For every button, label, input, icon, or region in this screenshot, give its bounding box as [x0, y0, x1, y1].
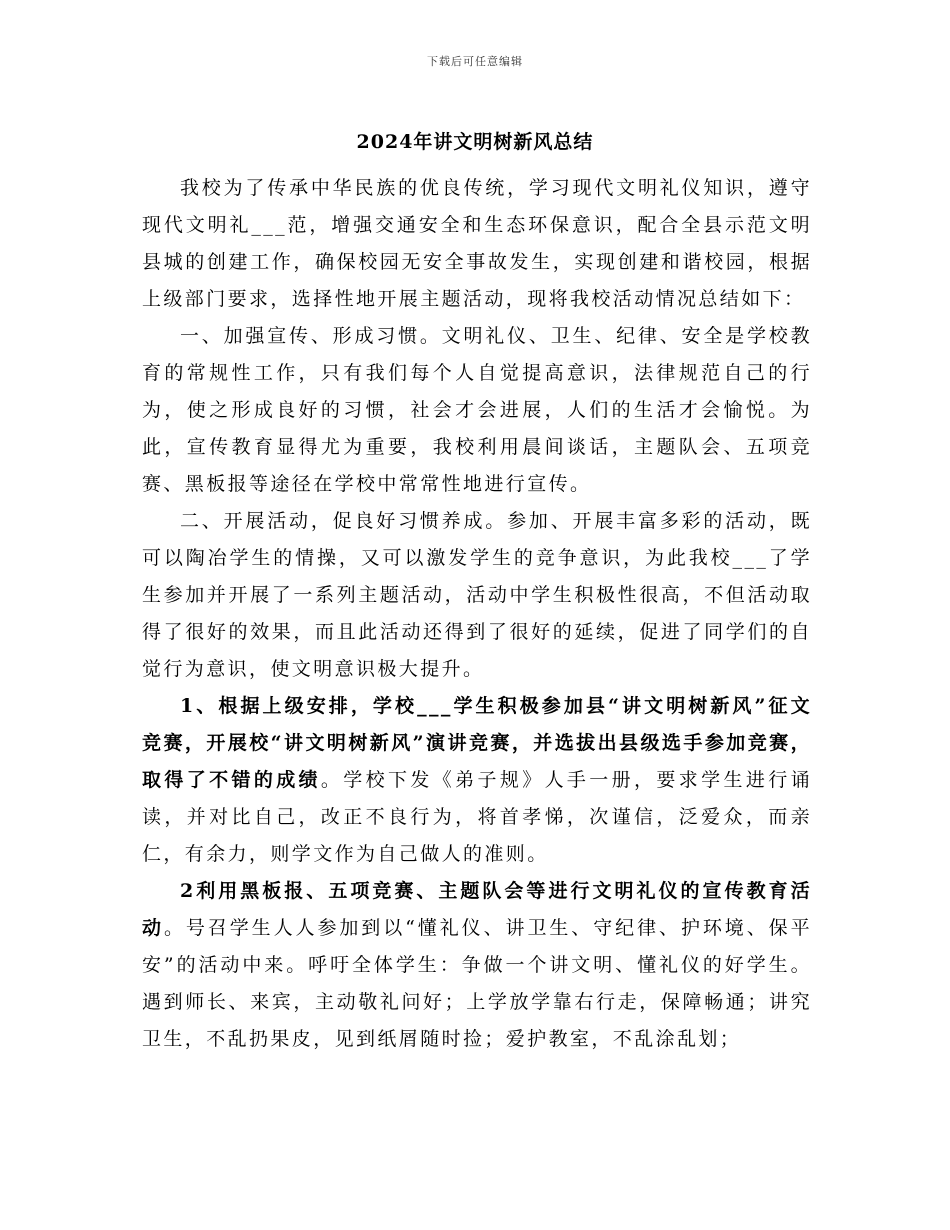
paragraph-section-2: [142, 503, 812, 688]
header-note: 下载后可任意编辑: [427, 55, 523, 68]
paragraph-text: 一、加强宣传、形成习惯。文明礼仪、卫生、纪律、安全是学校教育的常规性工作，只有我们每个人自觉提高意识，法律规范自己的行为，使之形成良好的习惯，社会才会进展，人们的生活才会愉悦。为此，宣传教育显得尤为重要，我校利用晨间谈话，主题队会、五项竞赛、黑板报等途径在学校中常常性地进行宣传。: [142, 325, 812, 495]
paragraph-section-1: [142, 318, 812, 503]
paragraph-item-2: [142, 873, 812, 1058]
document-title: 2024年讲文明树新风总结: [356, 131, 594, 153]
paragraph-item-1: [142, 688, 812, 873]
paragraph-text: 。学校下发《弟子规》人手一册，要求学生进行诵读，并对比自己，改正不良行为，将首孝悌，次谨信，泛爱众，而亲仁，有余力，则学文作为自己做人的准则。: [142, 769, 812, 865]
document-body: [142, 170, 812, 1058]
paragraph-bold-lead: 1、根据上级安排，学校___学生积极参加县“讲文明树新风”征文竞赛，开展校“讲文明树新风”演讲竞赛，并选拔出县级选手参加竞赛，取得了不错的成绩: [142, 695, 812, 791]
paragraph-text: 二、开展活动，促良好习惯养成。参加、开展丰富多彩的活动，既可以陶冶学生的情操，又可以激发学生的竞争意识，为此我校___了学生参加并开展了一系列主题活动，活动中学生积极性很高，不但活动取得了很好的效果，而且此活动还得到了很好的延续，促进了同学们的自觉行为意识，使文明意识极大提升。: [142, 510, 812, 680]
paragraph-intro: [142, 170, 812, 318]
paragraph-bold-lead: 2利用黑板报、五项竞赛、主题队会等进行文明礼仪的宣传教育活动: [142, 880, 812, 939]
paragraph-text: 我校为了传承中华民族的优良传统，学习现代文明礼仪知识，遵守现代文明礼___范，增强交通安全和生态环保意识，配合全县示范文明县城的创建工作，确保校园无安全事故发生，实现创建和谐校园，根据上级部门要求，选择性地开展主题活动，现将我校活动情况总结如下：: [142, 177, 812, 310]
paragraph-text: 。号召学生人人参加到以“懂礼仪、讲卫生、守纪律、护环境、保平安”的活动中来。呼吁全体学生：争做一个讲文明、懂礼仪的好学生。遇到师长、来宾，主动敬礼问好；上学放学靠右行走，保障畅通；讲究卫生，不乱扔果皮，见到纸屑随时捡；爱护教室，不乱涂乱划；: [142, 917, 812, 1050]
